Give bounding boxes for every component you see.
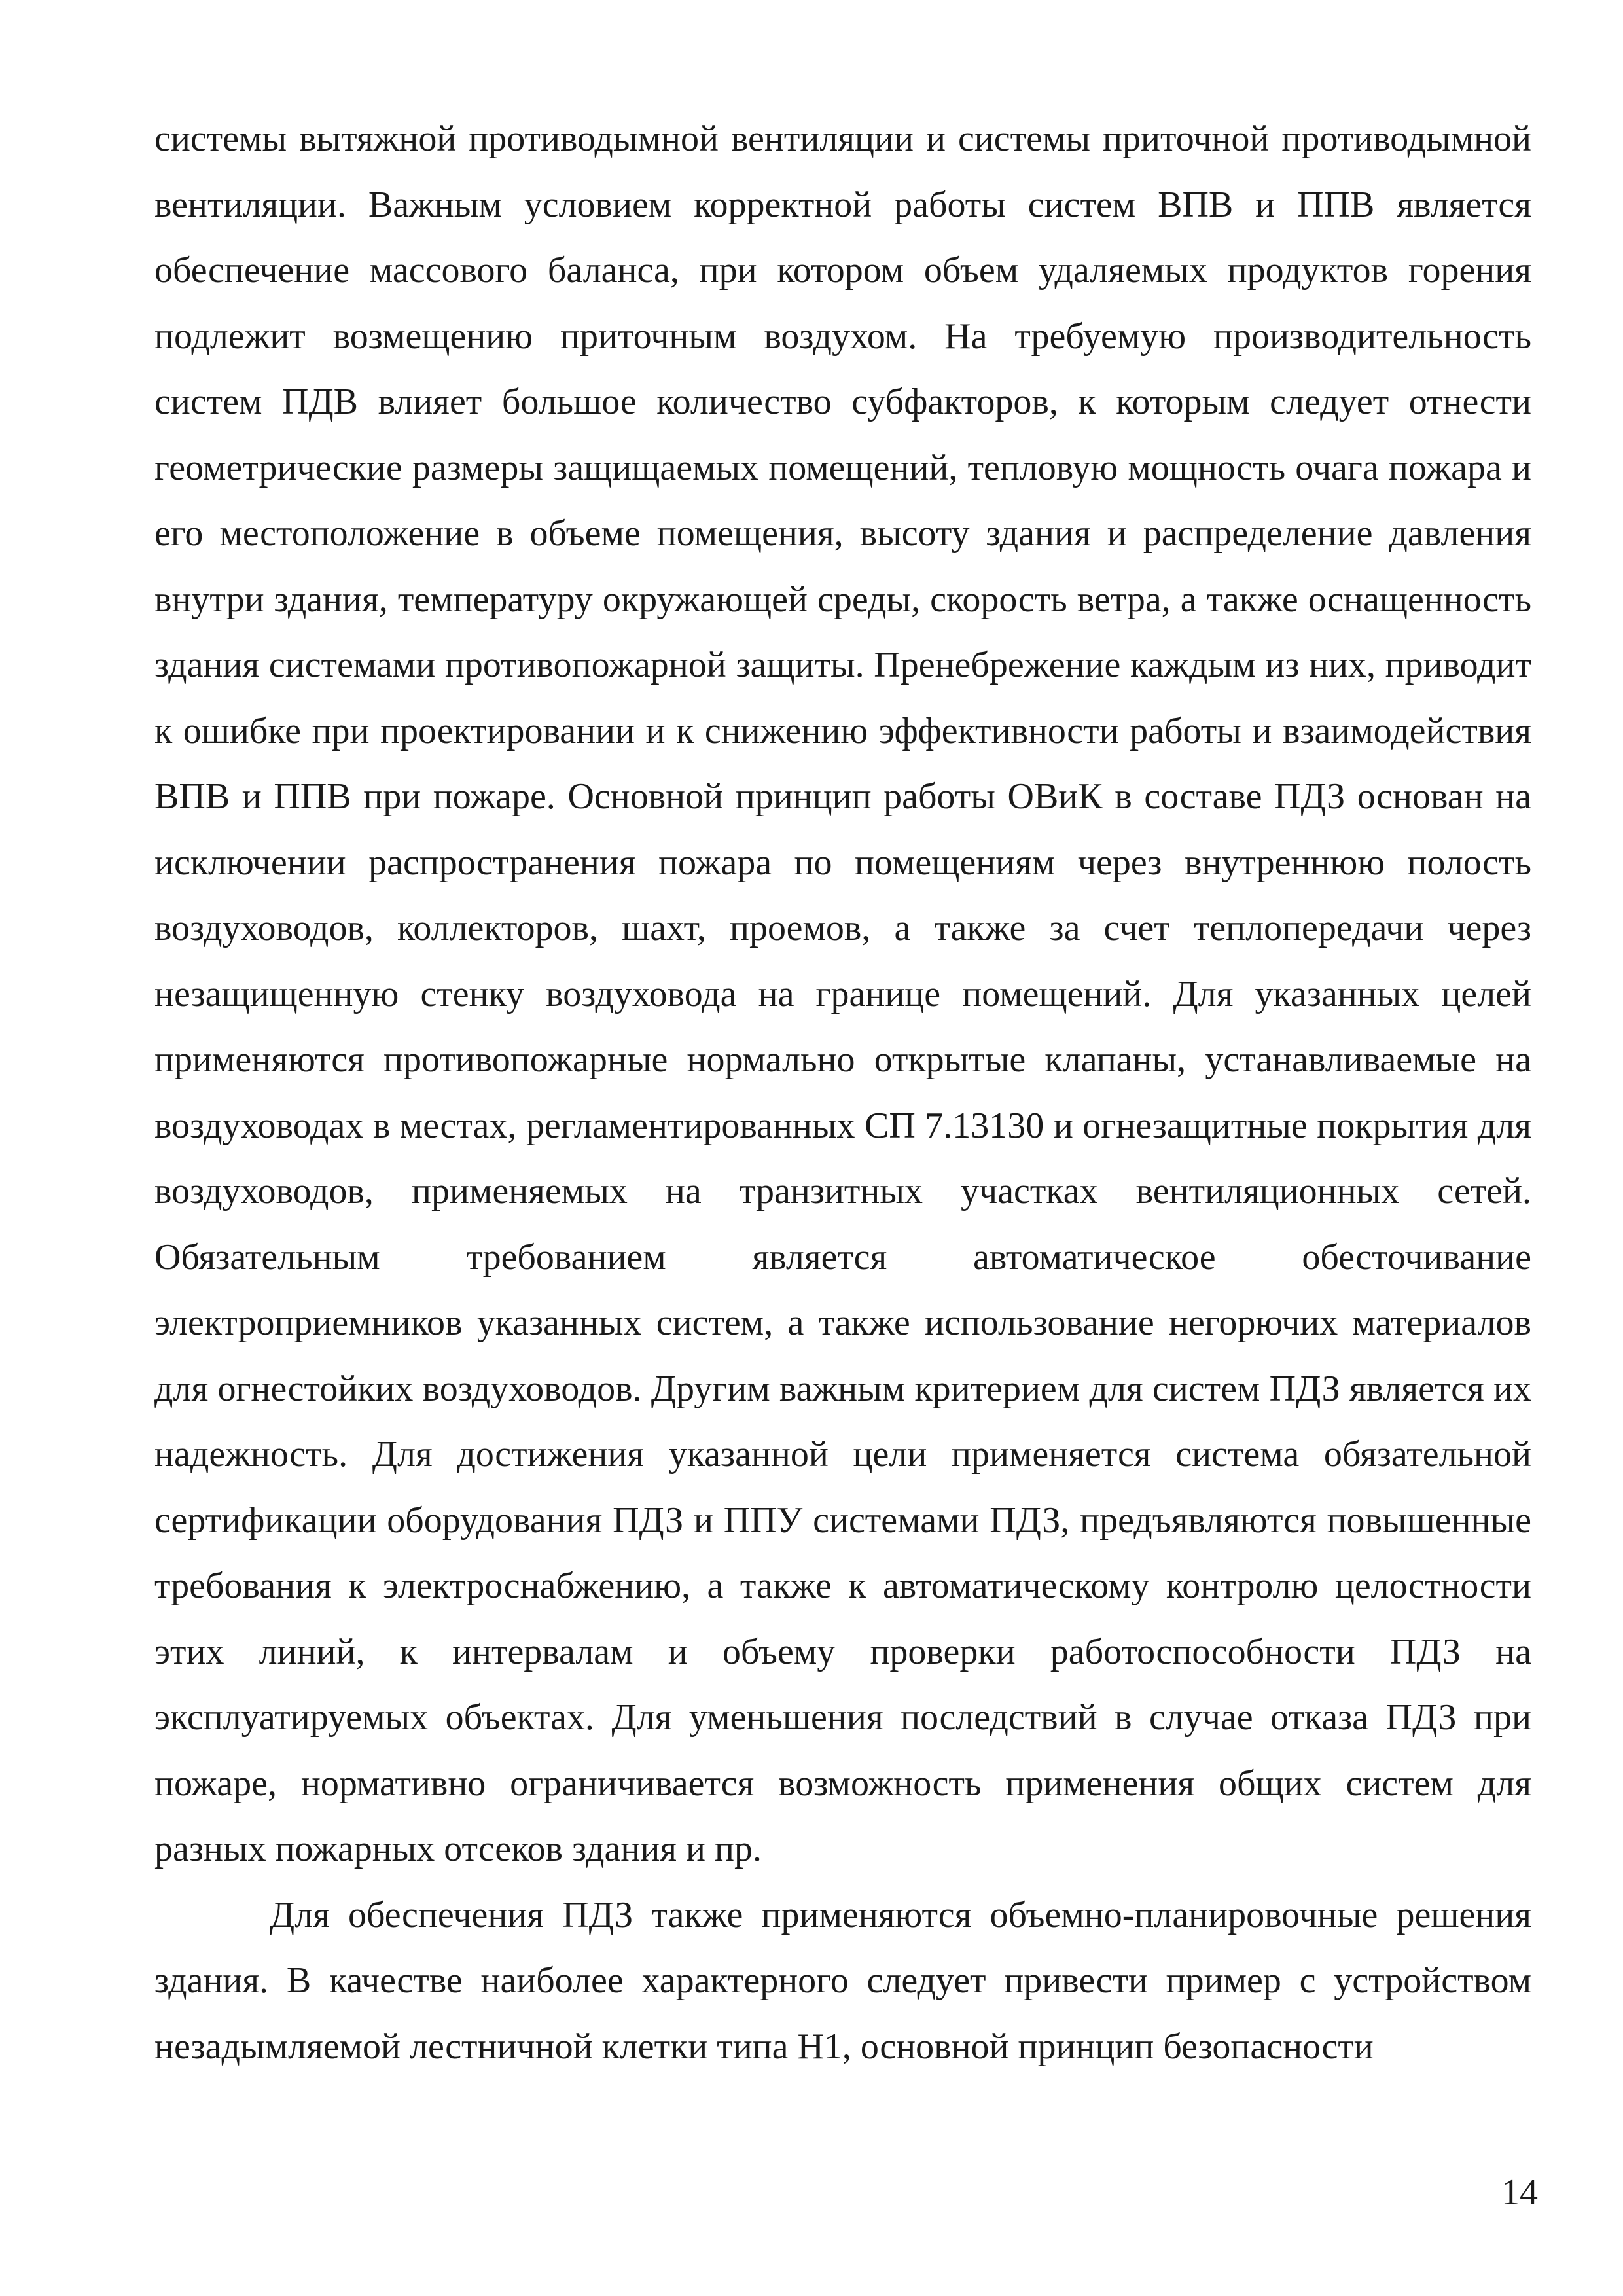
page-number: 14 xyxy=(1501,2172,1538,2213)
paragraph-1: системы вытяжной противодымной вентиляции и системы приточной противодымной вентиляции. Важным условием корректной работы систем ВПВ и ППВ является обеспечение массового баланса, при котором объем удаляемых продуктов горения подлежит возмещению приточным воздухом. На требуемую производительность систем ПДВ влияет большое количество субфакторов, к которым следует отнести геометрические размеры защищаемых помещений, тепловую мощность очага пожара и его местоположение в объеме помещения, высоту здания и распределение давления внутри здания, температуру окружающей среды, скорость ветра, а также оснащенность здания системами противопожарной защиты. Пренебрежение каждым из них, приводит к ошибке при проектировании и к снижению эффективности работы и взаимодействия ВПВ и ППВ при пожаре. Основной принцип работы ОВиК в составе ПДЗ основан на исключении распространения пожара по помещениям через внутреннюю полость воздуховодов, коллекторов, шахт, проемов, а также за счет теплопередачи через незащищенную стенку воздуховода на границе помещений. Для указанных целей применяются противопожарные нормально открытые клапаны, устанавливаемые на воздуховодах в местах, регламентированных СП 7.13130 и огнезащитные покрытия для воздуховодов, применяемых на транзитных участках вентиляционных сетей. Обязательным требованием является автоматическое обесточивание электроприемников указанных систем, а также использование негорючих материалов для огнестойких воздуховодов. Другим важным критерием для систем ПДЗ является их надежность. Для достижения указанной цели применяется система обязательной сертификации оборудования ПДЗ и ППУ системами ПДЗ, предъявляются повышенные требования к электроснабжению, а также к автоматическому контролю целостности этих линий, к интервалам и объему проверки работоспособности ПДЗ на эксплуатируемых объектах. Для уменьшения последствий в случае отказа ПДЗ при пожаре, нормативно ограничивается возможность применения общих систем для разных пожарных отсеков здания и пр. xyxy=(154,118,1531,1869)
paragraph-2: Для обеспечения ПДЗ также применяются объемно-планировочные решения здания. В качестве наиболее характерного следует привести пример с устройством незадымляемой лестничной клетки типа Н1, основной принцип безопасности xyxy=(154,1894,1531,2067)
body-text xyxy=(154,106,1531,2079)
